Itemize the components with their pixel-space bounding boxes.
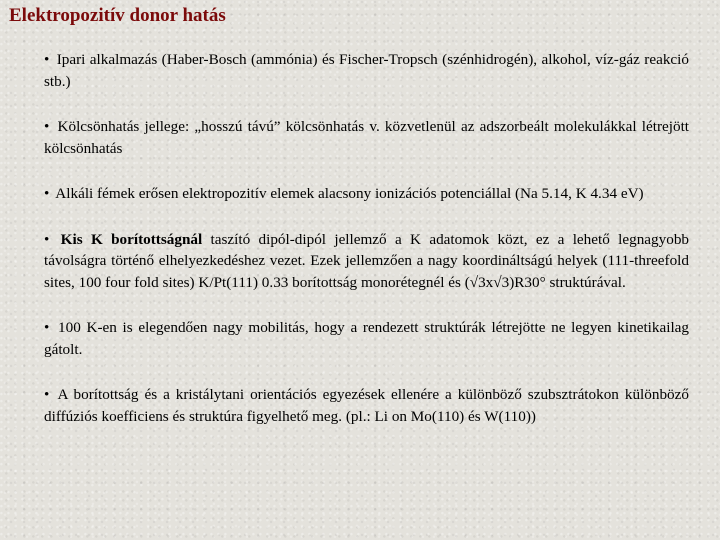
bullet-text: 100 K-en is elegendően nagy mobilitás, hogy a rendezett struktúrák létrejötte ne legyen kinetikailag gátolt. <box>44 319 689 358</box>
bullet-text: A borítottság és a kristálytani orientációs egyezések ellenére a különböző szubsztrátokon különböző diffúziós koefficiens és struktúra figyelhető meg. (pl.: Li on Mo(110) és W(110)) <box>44 386 689 425</box>
bullet-mark: • <box>44 118 50 135</box>
bullet-text: taszító dipól-dipól jellemző a K adatomok közt, ez a lehető legnagyobb távolságra történő elhelyezkedéshez vezet. Ezek jellemzően a nagy koordináltságú helyek (111-threefold sites, 100 four fold sites) K/Pt(111) 0.33 borítottság monorétegnél és (√3x√3)R30° struktúrával. <box>44 230 690 291</box>
bullet-mark: • <box>44 319 50 336</box>
bullet-item <box>44 49 689 92</box>
bullet-list <box>44 49 689 451</box>
bullet-mark: • <box>44 51 50 68</box>
slide-title: Elektropozitív donor hatás <box>9 5 226 26</box>
bullet-item <box>44 384 689 427</box>
bullet-item <box>44 229 689 294</box>
bullet-text: Alkáli fémek erősen elektropozitív elemek alacsony ionizációs potenciállal (Na 5.14, K 4.34 eV) <box>55 185 644 202</box>
bullet-item <box>44 317 689 360</box>
bullet-mark: • <box>44 386 50 403</box>
bullet-text: Ipari alkalmazás (Haber-Bosch (ammónia) és Fischer-Tropsch (szénhidrogén), alkohol, víz-gáz reakció stb.) <box>44 51 689 90</box>
bullet-text: Kölcsönhatás jellege: „hosszú távú” kölcsönhatás v. közvetlenül az adszorbeált molekulákkal létrejött kölcsönhatás <box>44 118 690 157</box>
bullet-mark: • <box>44 185 50 202</box>
bullet-bold-text: Kis K borítottságnál <box>60 230 203 248</box>
bullet-item <box>44 116 689 159</box>
bullet-item <box>44 183 689 205</box>
bullet-mark: • <box>44 230 50 248</box>
